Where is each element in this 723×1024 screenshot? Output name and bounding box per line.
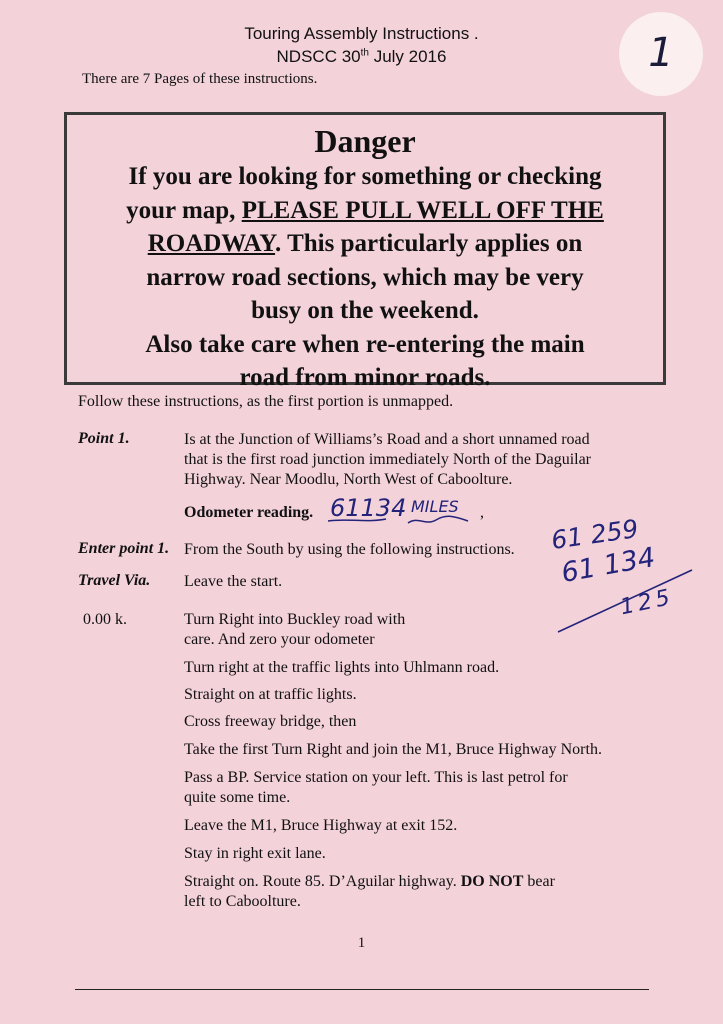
handwritten-calc-line-1: 61 259	[549, 514, 641, 555]
instruction-9a	[184, 872, 654, 892]
enter-point-label: Enter point 1.	[78, 540, 170, 557]
subtitle-prefix: NDSCC 30	[276, 47, 361, 66]
danger-line-6: Also take care when re-entering the main	[145, 330, 585, 358]
instruction-6b: quite some time.	[184, 789, 291, 806]
instruction-4: Cross freeway bridge, then	[184, 713, 357, 730]
subtitle-superscript: th	[360, 47, 369, 59]
danger-line-3	[67, 228, 663, 260]
document-title: Touring Assembly Instructions .	[244, 24, 479, 43]
instruction-6a: Pass a BP. Service station on your left. This is last petrol for	[184, 769, 568, 786]
instruction-1b: care. And zero your odometer	[184, 631, 375, 648]
page-count-note: There are 7 Pages of these instructions.	[82, 71, 318, 87]
footer-rule	[75, 989, 649, 990]
odometer-value-underline	[326, 515, 388, 525]
danger-line-3-underlined: ROADWAY	[147, 230, 276, 257]
follow-instructions-note: Follow these instructions, as the first portion is unmapped.	[78, 393, 454, 410]
instruction-5: Take the first Turn Right and join the M1, Bruce Highway North.	[184, 741, 602, 758]
danger-line-2-start: your map,	[126, 196, 242, 224]
danger-line-4: narrow road sections, which may be very	[146, 263, 584, 291]
danger-warning-box	[64, 112, 666, 391]
point-1-line-2: that is the first road junction immediately North of the Daguilar	[184, 451, 592, 468]
danger-line-5: busy on the weekend.	[251, 297, 479, 324]
instruction-9b: left to Caboolture.	[184, 893, 301, 910]
danger-line-2-underlined: PLEASE PULL WELL OFF THE	[241, 196, 604, 224]
point-1-label: Point 1.	[78, 430, 130, 447]
instruction-9-start: Straight on. Route 85. D’Aguilar highway.	[184, 873, 461, 890]
subtitle-suffix: July 2016	[368, 47, 447, 66]
instruction-2: Turn right at the traffic lights into Uhlmann road.	[184, 659, 500, 676]
instruction-1a: Turn Right into Buckley road with	[184, 611, 406, 628]
point-1-line-1: Is at the Junction of Williams’s Road and a short unnamed road	[184, 431, 590, 448]
point-1-description	[184, 430, 654, 490]
odometer-label: Odometer reading.	[184, 504, 314, 521]
handwritten-page-marker	[619, 12, 703, 96]
danger-line-2	[67, 195, 663, 227]
odometer-handwritten-unit: MILES	[411, 497, 459, 516]
instruction-8: Stay in right exit lane.	[184, 845, 326, 862]
instruction-3: Straight on at traffic lights.	[184, 686, 357, 703]
document-subtitle	[0, 47, 723, 67]
handwritten-page-number: 1	[648, 30, 674, 76]
instruction-9-emphasis: DO NOT	[460, 873, 524, 890]
distance-label: 0.00 k.	[83, 611, 127, 628]
point-1-line-3: Highway. Near Moodlu, North West of Caboolture.	[184, 471, 513, 488]
danger-title: Danger	[314, 123, 416, 159]
instruction-7: Leave the M1, Bruce Highway at exit 152.	[184, 817, 458, 834]
handwritten-calc-line-2: 61 134	[559, 542, 658, 589]
travel-via-label: Travel Via.	[78, 572, 151, 589]
travel-via-text: Leave the start.	[184, 573, 283, 590]
odometer-handwritten-value: 61134	[330, 494, 407, 522]
odometer-unit-squiggle	[406, 514, 470, 528]
odometer-trailing-mark: ,	[480, 504, 484, 521]
handwritten-calc-line-3: 125	[617, 584, 677, 621]
page-number: 1	[357, 935, 366, 951]
instruction-9-end: bear	[523, 873, 555, 890]
danger-line-1: If you are looking for something or checking	[128, 163, 602, 190]
danger-line-3-rest: . This particularly applies on	[275, 230, 583, 257]
danger-line-7: road from minor roads.	[239, 364, 491, 391]
enter-point-text: From the South by using the following instructions.	[184, 541, 515, 558]
